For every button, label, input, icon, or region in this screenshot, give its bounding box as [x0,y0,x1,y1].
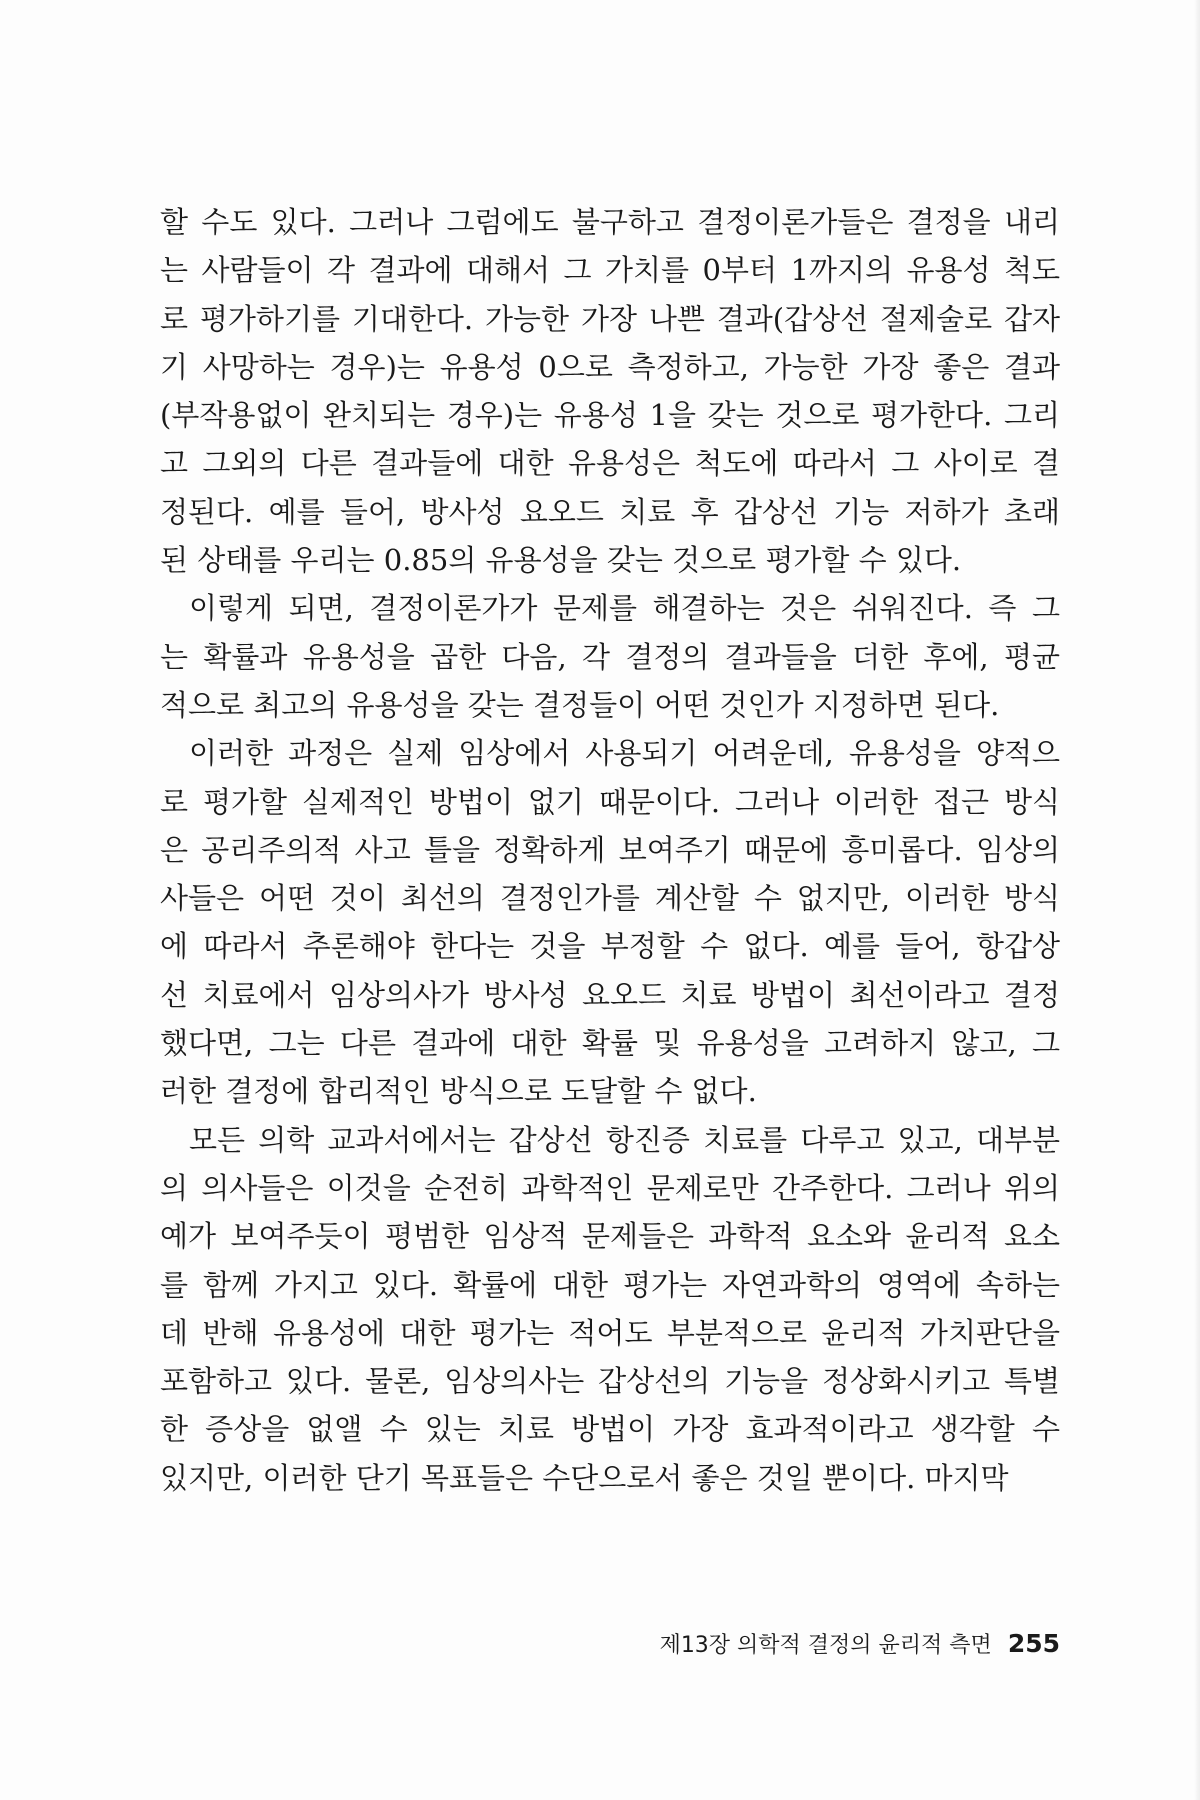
page-binding-shadow [1194,0,1200,1800]
paragraph [160,198,1060,584]
text-line: 포함하고 있다. 물론, 임상의사는 갑상선의 기능을 정상화시키고 특별 [160,1364,1060,1399]
text-line: 기 사망하는 경우)는 유용성 0으로 측정하고, 가능한 가장 좋은 결과 [160,349,1060,384]
text-line: 모든 의학 교과서에서는 갑상선 항진증 치료를 다루고 있고, 대부분 [189,1122,1060,1157]
text-line: 선 치료에서 임상의사가 방사성 요오드 치료 방법이 최선이라고 결정 [160,977,1060,1012]
paragraph [160,1116,1060,1502]
page-footer [560,1628,1060,1668]
text-line: 로 평가하기를 기대한다. 가능한 가장 나쁜 결과(갑상선 절제술로 갑자 [160,301,1060,336]
text-line: 고 그외의 다른 결과들에 대한 유용성은 척도에 따라서 그 사이로 결 [160,446,1060,481]
text-line: 한 증상을 없앨 수 있는 치료 방법이 가장 효과적이라고 생각할 수 [160,1412,1060,1447]
paragraph [160,729,1060,1115]
text-line: 사들은 어떤 것이 최선의 결정인가를 계산할 수 없지만, 이러한 방식 [160,881,1060,916]
text-line: 적으로 최고의 유용성을 갖는 결정들이 어떤 것인가 지정하면 된다. [160,687,1000,722]
text-line: 에 따라서 추론해야 한다는 것을 부정할 수 없다. 예를 들어, 항갑상 [160,929,1060,964]
text-line: 예가 보여주듯이 평범한 임상적 문제들은 과학적 요소와 윤리적 요소 [160,1219,1060,1254]
text-line: 된 상태를 우리는 0.85의 유용성을 갖는 것으로 평가할 수 있다. [160,543,962,578]
text-line: 러한 결정에 합리적인 방식으로 도달할 수 없다. [160,1074,757,1109]
text-line: 는 확률과 유용성을 곱한 다음, 각 결정의 결과들을 더한 후에, 평균 [160,639,1060,674]
paragraph [160,584,1060,729]
text-line: 은 공리주의적 사고 틀을 정확하게 보여주기 때문에 흥미롭다. 임상의 [160,832,1060,867]
text-line: 있지만, 이러한 단기 목표들은 수단으로서 좋은 것일 뿐이다. 마지막 [160,1460,1009,1495]
text-line: (부작용없이 완치되는 경우)는 유용성 1을 갖는 것으로 평가한다. 그리 [160,398,1060,433]
text-line: 할 수도 있다. 그러나 그럼에도 불구하고 결정이론가들은 결정을 내리 [160,205,1060,239]
text-line: 는 사람들이 각 결과에 대해서 그 가치를 0부터 1까지의 유용성 척도 [160,253,1060,288]
text-line: 로 평가할 실제적인 방법이 없기 때문이다. 그러나 이러한 접근 방식 [160,784,1060,819]
text-line: 했다면, 그는 다른 결과에 대한 확률 및 유용성을 고려하지 않고, 그 [160,1026,1060,1061]
text-line: 이러한 과정은 실제 임상에서 사용되기 어려운데, 유용성을 양적으 [189,736,1060,771]
text-line: 이렇게 되면, 결정이론가가 문제를 해결하는 것은 쉬워진다. 즉 그 [189,591,1060,626]
page-number: 255 [1007,1629,1060,1658]
text-line: 를 함께 가지고 있다. 확률에 대한 평가는 자연과학의 영역에 속하는 [160,1267,1060,1302]
running-head: 제13장 의학적 결정의 윤리적 측면 [659,1633,992,1658]
body-text [160,198,1060,1502]
text-line: 데 반해 유용성에 대한 평가는 적어도 부분적으로 윤리적 가치판단을 [160,1315,1060,1350]
text-line: 의 의사들은 이것을 순전히 과학적인 문제로만 간주한다. 그러나 위의 [160,1170,1060,1205]
text-line: 정된다. 예를 들어, 방사성 요오드 치료 후 갑상선 기능 저하가 초래 [160,494,1060,529]
